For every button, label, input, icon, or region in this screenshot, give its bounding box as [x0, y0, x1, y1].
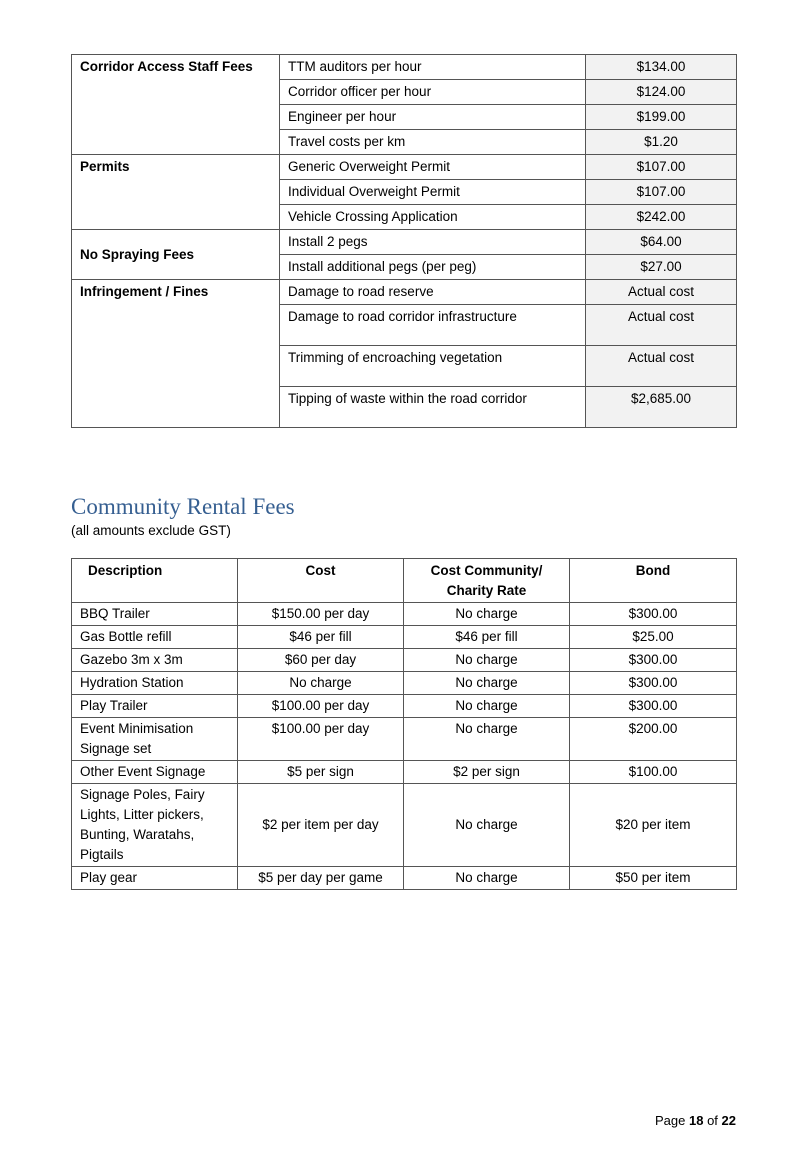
bond-cell: $25.00	[570, 626, 737, 649]
item-cell: Individual Overweight Permit	[280, 180, 586, 205]
description-cell: Other Event Signage	[72, 761, 238, 784]
table-header-row	[72, 559, 737, 603]
cost-cell: $100.00 per day	[238, 718, 404, 761]
table-row	[72, 761, 737, 784]
table-row	[72, 718, 737, 761]
price-cell: $242.00	[586, 205, 737, 230]
price-cell: $64.00	[586, 230, 737, 255]
community-cell: No charge	[404, 603, 570, 626]
item-cell: Engineer per hour	[280, 105, 586, 130]
description-line: Signage set	[80, 741, 152, 756]
bond-cell: $50 per item	[570, 867, 737, 890]
section-subtitle: (all amounts exclude GST)	[71, 523, 231, 538]
total-pages: 22	[721, 1113, 736, 1128]
description-cell: Play Trailer	[72, 695, 238, 718]
header-community-line1: Cost Community/	[430, 563, 543, 578]
cost-cell: $60 per day	[238, 649, 404, 672]
description-cell	[72, 784, 238, 867]
price-cell: $27.00	[586, 255, 737, 280]
description-line: Event Minimisation	[80, 721, 194, 736]
item-cell: Tipping of waste within the road corridor	[280, 387, 586, 428]
item-cell: Install 2 pegs	[280, 230, 586, 255]
price-cell: $2,685.00	[586, 387, 737, 428]
community-cell: $46 per fill	[404, 626, 570, 649]
bond-cell: $100.00	[570, 761, 737, 784]
rental-fees-table	[71, 558, 737, 890]
table-row	[72, 784, 737, 867]
description-cell	[72, 718, 238, 761]
cost-cell: $46 per fill	[238, 626, 404, 649]
item-cell: Travel costs per km	[280, 130, 586, 155]
category-cell: Permits	[72, 155, 280, 230]
table-row	[72, 55, 737, 80]
price-cell: $107.00	[586, 155, 737, 180]
table-row	[72, 230, 737, 255]
price-cell: Actual cost	[586, 346, 737, 387]
item-cell: Corridor officer per hour	[280, 80, 586, 105]
cost-cell: No charge	[238, 672, 404, 695]
community-cell: No charge	[404, 695, 570, 718]
description-cell: Play gear	[72, 867, 238, 890]
of-label: of	[707, 1113, 718, 1128]
table-row	[72, 867, 737, 890]
price-cell: $124.00	[586, 80, 737, 105]
table-row	[72, 695, 737, 718]
community-cell: No charge	[404, 784, 570, 867]
community-cell: No charge	[404, 672, 570, 695]
table-row	[72, 603, 737, 626]
bond-cell: $200.00	[570, 718, 737, 761]
cost-cell: $2 per item per day	[238, 784, 404, 867]
description-line: Signage Poles, Fairy	[80, 787, 205, 802]
description-line: Lights, Litter pickers,	[80, 807, 204, 822]
table-row	[72, 155, 737, 180]
item-cell: Generic Overweight Permit	[280, 155, 586, 180]
table-row	[72, 280, 737, 305]
item-cell: Vehicle Crossing Application	[280, 205, 586, 230]
page-label: Page	[654, 1113, 686, 1128]
price-cell: Actual cost	[586, 305, 737, 346]
price-cell: $107.00	[586, 180, 737, 205]
header-bond: Bond	[570, 559, 737, 603]
community-cell: No charge	[404, 649, 570, 672]
header-cost: Cost	[238, 559, 404, 603]
cost-cell: $5 per sign	[238, 761, 404, 784]
description-cell: Hydration Station	[72, 672, 238, 695]
item-cell: TTM auditors per hour	[280, 55, 586, 80]
corridor-fees-table	[71, 54, 737, 428]
bond-cell: $300.00	[570, 649, 737, 672]
cost-cell: $150.00 per day	[238, 603, 404, 626]
price-cell: $199.00	[586, 105, 737, 130]
description-cell: BBQ Trailer	[72, 603, 238, 626]
bond-cell: $300.00	[570, 695, 737, 718]
header-community-rate	[404, 559, 570, 603]
item-cell: Install additional pegs (per peg)	[280, 255, 586, 280]
category-cell: No Spraying Fees	[72, 230, 280, 280]
cost-cell: $100.00 per day	[238, 695, 404, 718]
community-cell: No charge	[404, 867, 570, 890]
item-cell: Damage to road corridor infrastructure	[280, 305, 586, 346]
header-description: Description	[72, 559, 238, 603]
current-page: 18	[688, 1113, 704, 1128]
description-line: Pigtails	[80, 847, 124, 862]
header-community-line2: Charity Rate	[446, 583, 527, 598]
price-cell: $134.00	[586, 55, 737, 80]
cost-cell: $5 per day per game	[238, 867, 404, 890]
bond-cell: $300.00	[570, 603, 737, 626]
category-cell: Corridor Access Staff Fees	[72, 55, 280, 155]
bond-cell: $300.00	[570, 672, 737, 695]
description-cell: Gas Bottle refill	[72, 626, 238, 649]
table-row	[72, 626, 737, 649]
community-cell: No charge	[404, 718, 570, 761]
section-title: Community Rental Fees	[71, 494, 295, 519]
table-row	[72, 672, 737, 695]
price-cell: $1.20	[586, 130, 737, 155]
description-line: Bunting, Waratahs,	[80, 827, 195, 842]
category-cell: Infringement / Fines	[72, 280, 280, 428]
page-number	[655, 1113, 736, 1128]
description-cell: Gazebo 3m x 3m	[72, 649, 238, 672]
price-cell: Actual cost	[586, 280, 737, 305]
table-row	[72, 649, 737, 672]
item-cell: Trimming of encroaching vegetation	[280, 346, 586, 387]
item-cell: Damage to road reserve	[280, 280, 586, 305]
bond-cell: $20 per item	[570, 784, 737, 867]
community-cell: $2 per sign	[404, 761, 570, 784]
